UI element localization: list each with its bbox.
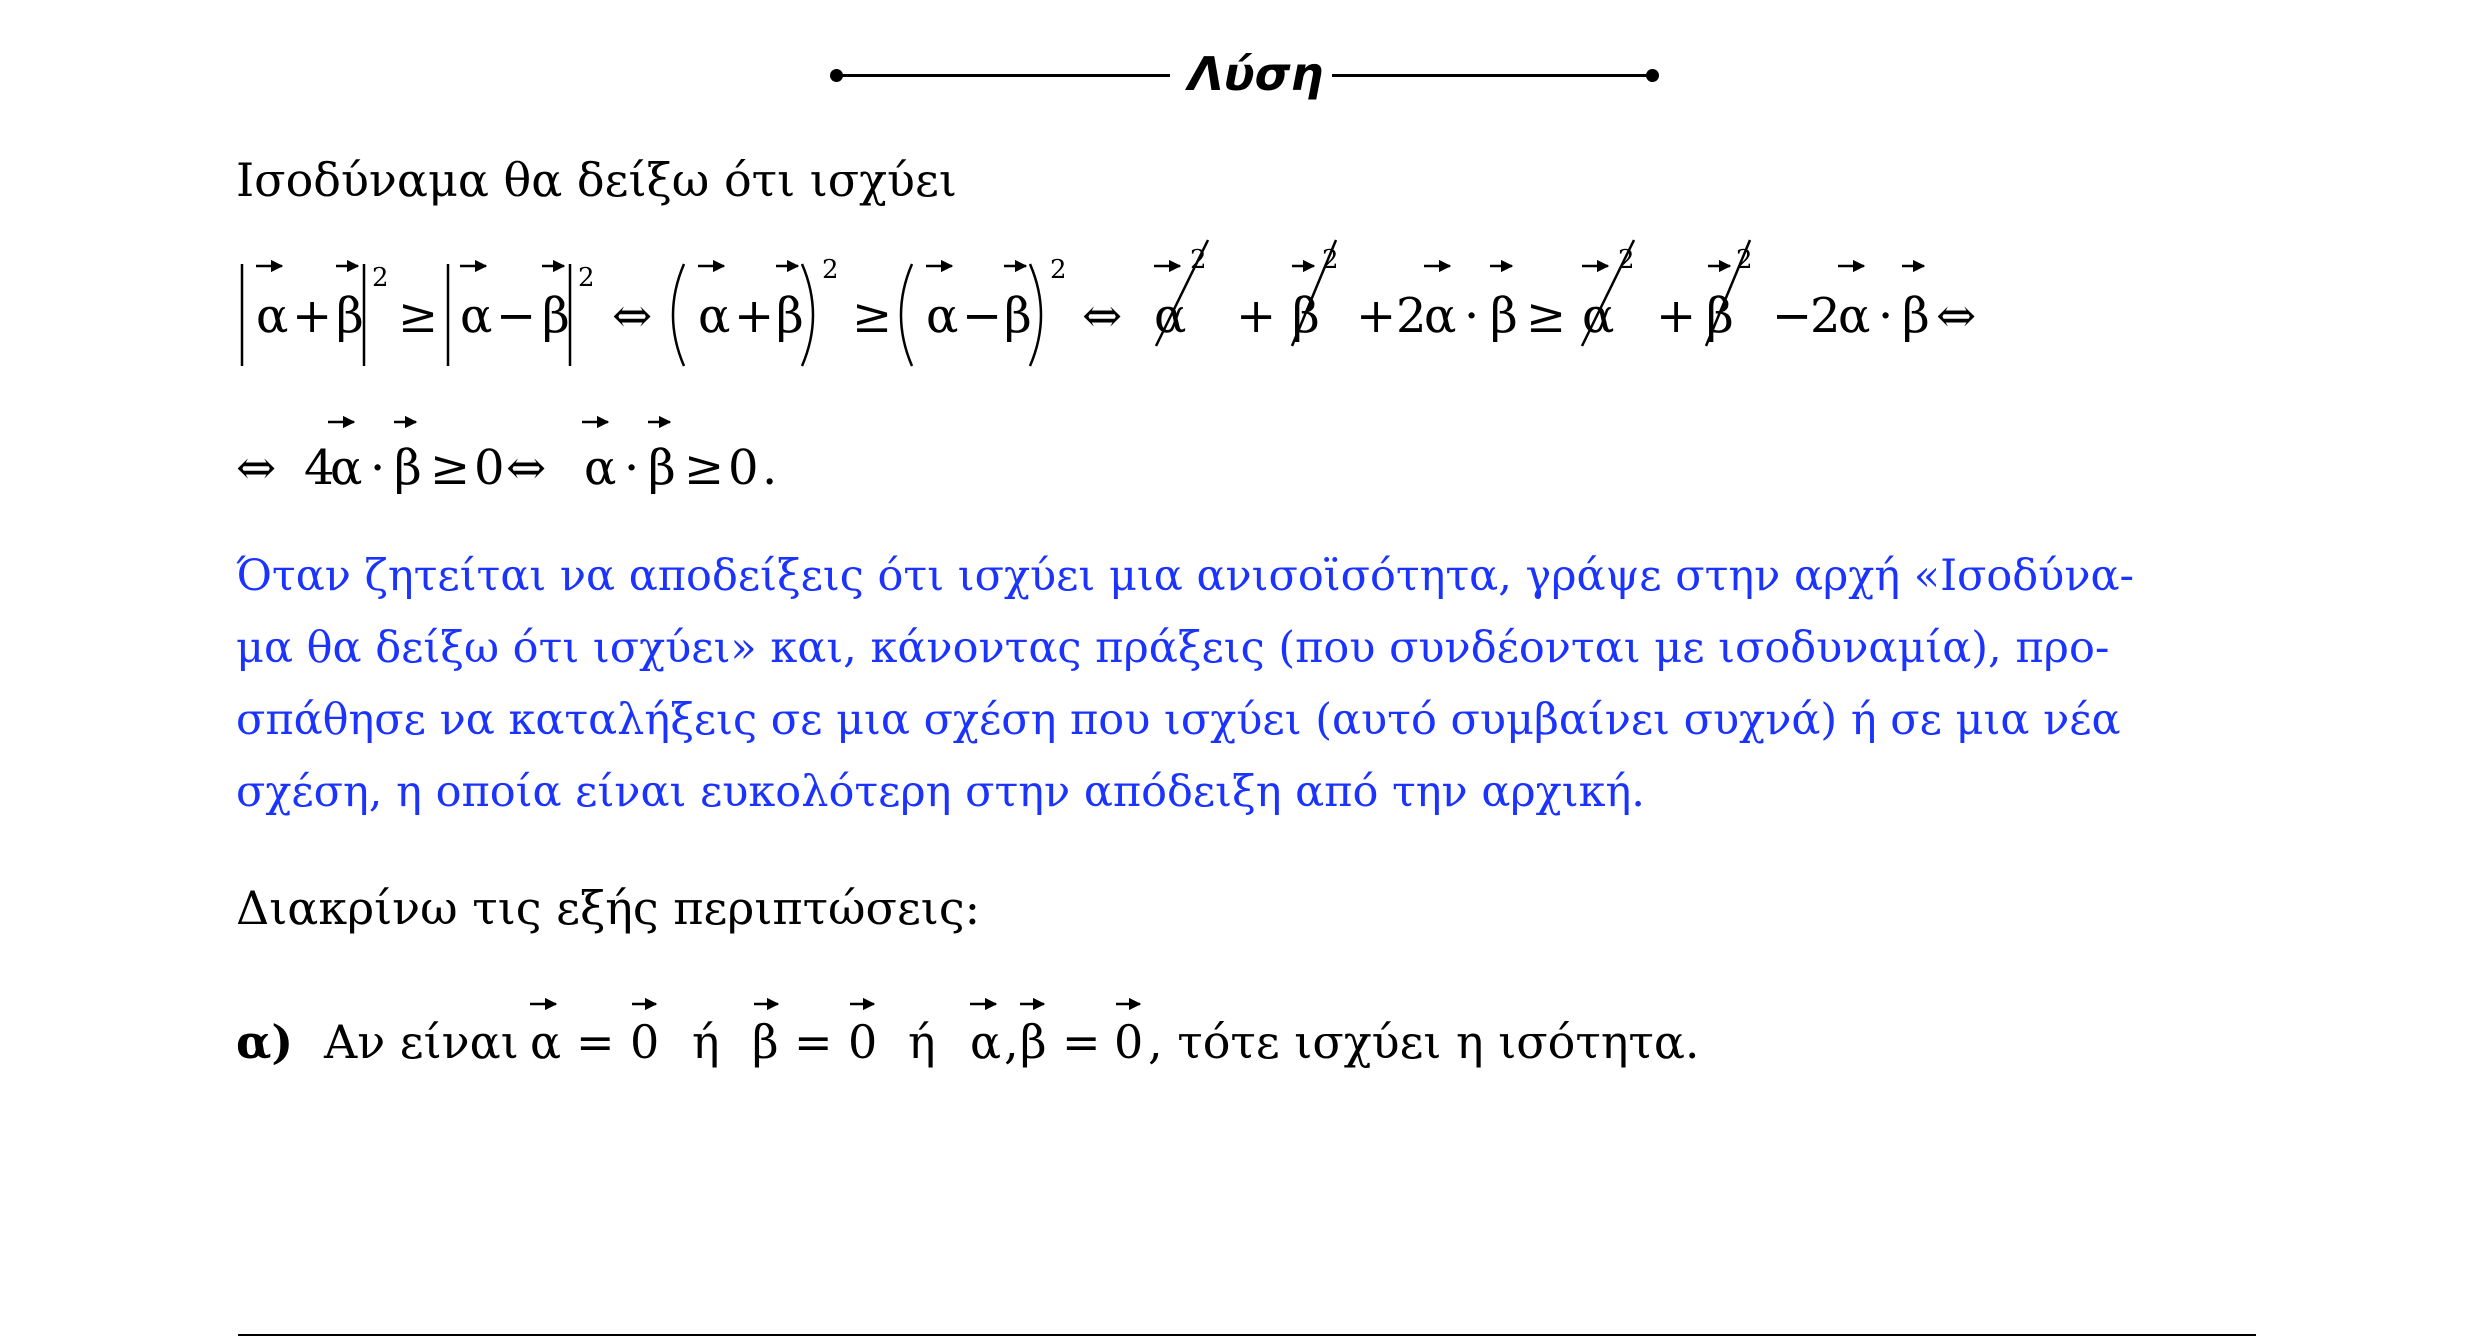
beta-symbol: β (542, 288, 570, 344)
equals-sign: = (794, 1015, 833, 1069)
plus-sign: + (1656, 288, 1697, 344)
alpha-symbol: α (584, 440, 617, 496)
plus-sign: + (1236, 288, 1277, 344)
case-label: α) (236, 1015, 294, 1069)
equation-line-2-svg (236, 400, 836, 500)
note-line-1: Όταν ζητείται να αποδείξεις ότι ισχύει μια ανισοϊσότητα, γράψε στην αρχή «Ισοδύνα- (236, 551, 2135, 601)
intro-sentence: Ισοδύναμα θα δείξω ότι ισχύει (236, 153, 957, 207)
plus-sign: + (292, 288, 333, 344)
equivalence-sign: ⇔ (612, 288, 653, 344)
alpha-symbol: α (1838, 288, 1871, 344)
alpha-symbol: α (970, 1015, 1002, 1069)
geq-sign: ≥ (852, 288, 893, 344)
beta-symbol: β (394, 440, 422, 496)
equals-sign: = (576, 1015, 615, 1069)
dot-operator: · (370, 440, 386, 496)
beta-symbol: β (752, 1015, 779, 1069)
case-a-line (236, 988, 1836, 1088)
alpha-symbol: α (330, 440, 363, 496)
case-a-svg (236, 988, 1836, 1088)
exponent: 2 (1050, 255, 1067, 285)
dot-operator: · (1878, 288, 1894, 344)
case-suffix: , τότε ισχύει η ισότητα. (1148, 1015, 1700, 1069)
alpha-symbol: α (1424, 288, 1457, 344)
beta-symbol: β (1706, 288, 1734, 344)
plus-sign: + (1356, 288, 1397, 344)
equation-line-2 (236, 400, 836, 500)
alpha-symbol: α (1582, 288, 1615, 344)
plus-sign: + (734, 288, 775, 344)
solution-heading (828, 40, 1666, 112)
minus-sign: − (1772, 288, 1813, 344)
bottom-rule (238, 1334, 2256, 1336)
zero: 0 (474, 440, 505, 496)
beta-symbol: β (1490, 288, 1518, 344)
beta-symbol: β (776, 288, 804, 344)
alpha-symbol: α (926, 288, 959, 344)
exponent: 2 (1736, 245, 1753, 275)
case-prefix: Αν είναι (324, 1015, 519, 1069)
heading-left-rule (840, 74, 1170, 77)
equation-line-1 (236, 226, 2016, 386)
exponent: 2 (822, 255, 839, 285)
exponent: 2 (372, 263, 389, 293)
or-word: ή (692, 1015, 720, 1069)
exponent: 2 (1190, 245, 1207, 275)
minus-sign: − (496, 288, 537, 344)
zero-vector: 0 (1114, 1015, 1144, 1069)
minus-sign: − (962, 288, 1003, 344)
coefficient: 4 (304, 440, 335, 496)
beta-symbol: β (1004, 288, 1032, 344)
dot-operator: · (1464, 288, 1480, 344)
beta-symbol: β (1902, 288, 1930, 344)
alpha-symbol: α (1154, 288, 1187, 344)
beta-symbol: β (1292, 288, 1320, 344)
geq-sign: ≥ (684, 440, 725, 496)
beta-symbol: β (336, 288, 364, 344)
dot-operator: · (624, 440, 640, 496)
equivalence-sign: ⇔ (236, 440, 277, 496)
note-line-2: μα θα δείξω ότι ισχύει» και, κάνοντας πράξεις (που συνδέονται με ισοδυναμία), προ- (236, 623, 2110, 673)
coefficient: 2 (1396, 288, 1427, 344)
exponent: 2 (578, 263, 595, 293)
left-paren (901, 264, 912, 366)
period: . (762, 440, 778, 496)
zero-vector: 0 (848, 1015, 878, 1069)
note-line-3: σπάθησε να καταλήξεις σε μια σχέση που ισχύει (αυτό συμβαίνει συχνά) ή σε μια νέα (236, 695, 2121, 745)
or-word: ή (908, 1015, 936, 1069)
alpha-symbol: α (460, 288, 493, 344)
coefficient: 2 (1810, 288, 1841, 344)
solution-title: Λύση (1188, 47, 1324, 101)
zero: 0 (728, 440, 759, 496)
exponent: 2 (1322, 245, 1339, 275)
equivalence-sign: ⇔ (506, 440, 547, 496)
method-note (236, 540, 2236, 828)
heading-right-rule (1332, 74, 1654, 77)
alpha-symbol: α (256, 288, 289, 344)
left-paren (673, 264, 684, 366)
exponent: 2 (1618, 245, 1635, 275)
beta-symbol: β (1020, 1015, 1047, 1069)
geq-sign: ≥ (1526, 288, 1567, 344)
comma: , (1004, 1015, 1019, 1069)
beta-symbol: β (648, 440, 676, 496)
alpha-symbol: α (698, 288, 731, 344)
equivalence-sign: ⇔ (1936, 288, 1977, 344)
note-line-4: σχέση, η οποία είναι ευκολότερη στην απόδειξη από την αρχική. (236, 767, 1645, 817)
equals-sign: = (1062, 1015, 1101, 1069)
geq-sign: ≥ (430, 440, 471, 496)
heading-right-dot (1646, 69, 1659, 82)
geq-sign: ≥ (398, 288, 439, 344)
cases-intro: Διακρίνω τις εξής περιπτώσεις: (236, 881, 981, 935)
equivalence-sign: ⇔ (1082, 288, 1123, 344)
zero-vector: 0 (630, 1015, 660, 1069)
alpha-symbol: α (530, 1015, 562, 1069)
equation-line-1-svg (236, 226, 2016, 386)
